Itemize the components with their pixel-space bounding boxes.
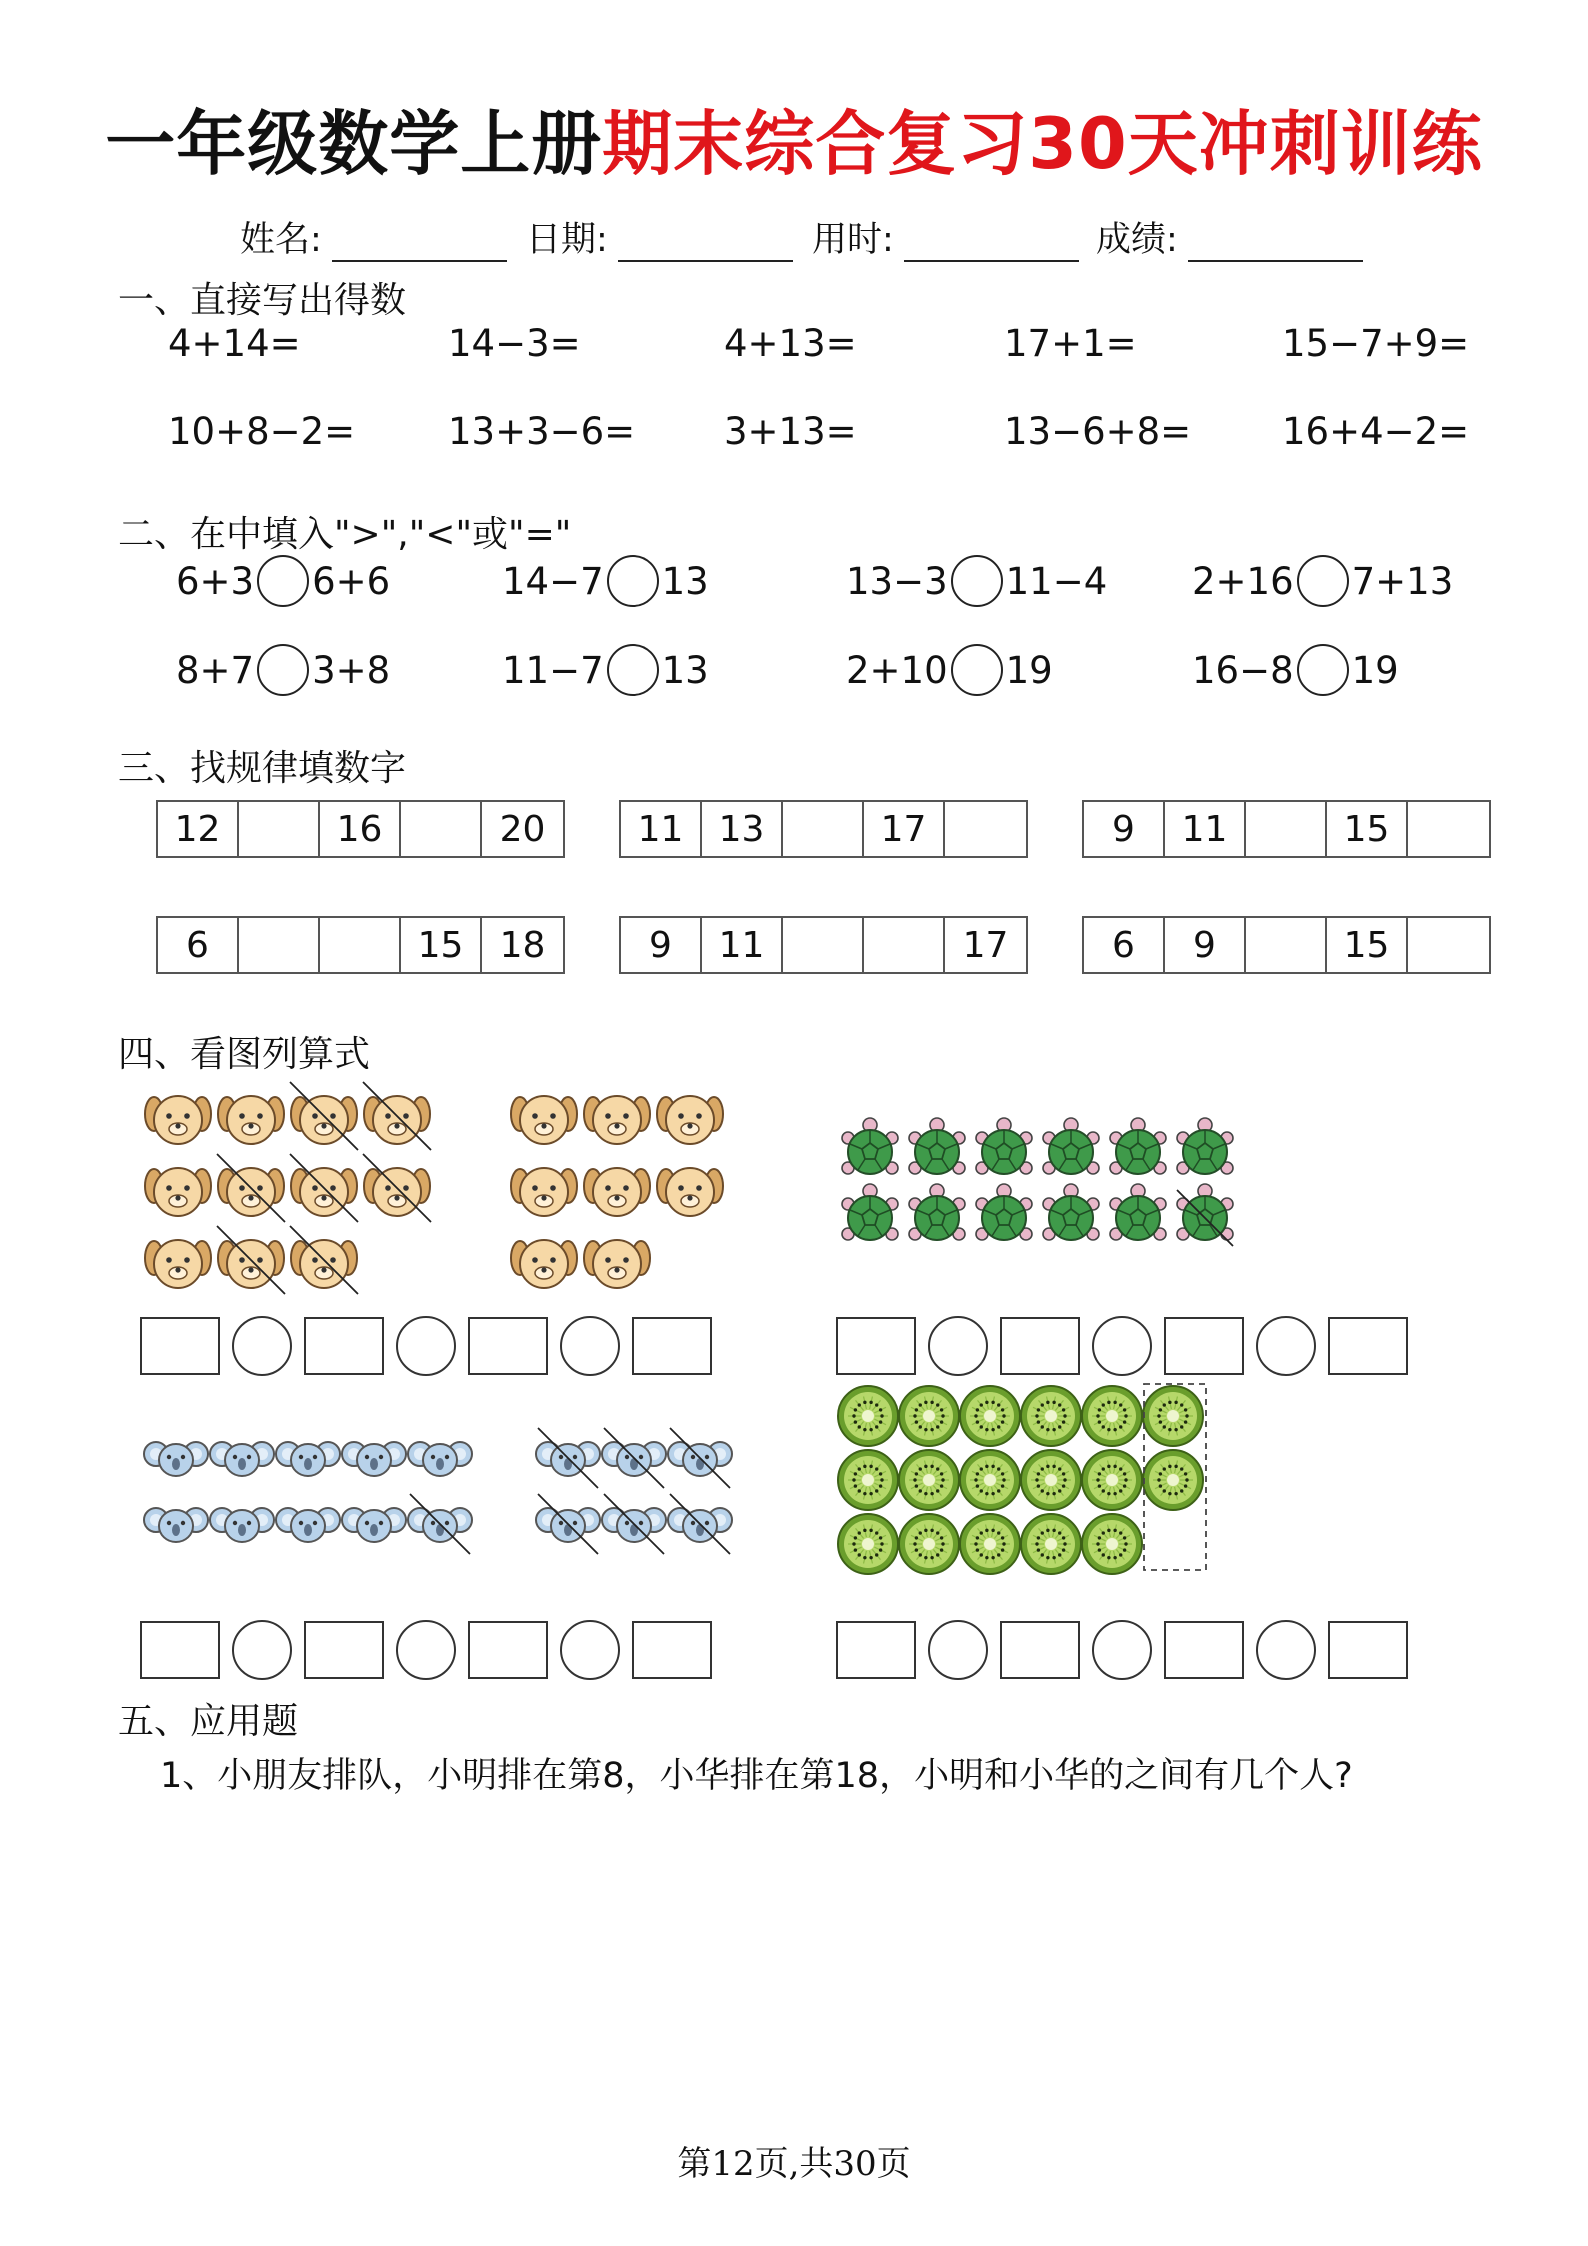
koala-icon xyxy=(536,1494,600,1554)
answer-box[interactable] xyxy=(1000,1317,1080,1375)
answer-box[interactable] xyxy=(304,1621,384,1679)
dog-icon xyxy=(290,1226,358,1294)
comparison-left: 16−8 xyxy=(1192,648,1294,692)
kiwi-icon xyxy=(1021,1514,1081,1574)
kiwi-icon xyxy=(1082,1514,1142,1574)
turtle-icon xyxy=(909,1184,965,1240)
section-5-heading: 五、应用题 xyxy=(118,1701,299,1742)
equation-item[interactable]: 4+14= xyxy=(168,322,301,365)
koala-icon xyxy=(536,1428,600,1488)
sequence-cell: 11 xyxy=(621,802,702,856)
turtle-icon xyxy=(1043,1118,1099,1174)
sequence-cell: 15 xyxy=(1327,802,1408,856)
comparison-right: 3+8 xyxy=(312,648,391,692)
answer-box[interactable] xyxy=(836,1621,916,1679)
answer-box[interactable] xyxy=(1164,1317,1244,1375)
turtle-icon xyxy=(1177,1118,1233,1174)
sequence-cell: 13 xyxy=(702,802,783,856)
comparison-left: 6+3 xyxy=(176,559,255,603)
dog-icon xyxy=(511,1168,577,1216)
sequence-cell: 9 xyxy=(1084,802,1165,856)
dog-icon xyxy=(511,1096,577,1144)
kiwi-icon xyxy=(1143,1386,1203,1446)
operator-circle[interactable] xyxy=(560,1316,620,1376)
dogs-left-picture xyxy=(142,1080,442,1290)
sequence-blank-cell[interactable] xyxy=(783,918,864,972)
koala-icon xyxy=(144,1442,208,1476)
answer-box[interactable] xyxy=(1000,1621,1080,1679)
kiwi-icon xyxy=(1082,1386,1142,1446)
kiwi-icon xyxy=(1021,1386,1081,1446)
kiwi-icon xyxy=(838,1450,898,1510)
turtle-icon xyxy=(1043,1184,1099,1240)
name-field[interactable] xyxy=(240,212,507,262)
comparison-item xyxy=(176,555,390,607)
sequence-cell: 12 xyxy=(158,802,239,856)
sequence-strip xyxy=(1082,916,1491,974)
comparison-circle[interactable] xyxy=(951,555,1003,607)
kiwi-icon xyxy=(899,1514,959,1574)
sequence-blank-cell[interactable] xyxy=(320,918,401,972)
koala-icon xyxy=(276,1442,340,1476)
comparison-circle[interactable] xyxy=(607,555,659,607)
kiwi-icon xyxy=(838,1386,898,1446)
score-blank[interactable] xyxy=(1188,224,1363,262)
answer-box[interactable] xyxy=(304,1317,384,1375)
comparison-item xyxy=(846,555,1107,607)
comparison-right: 13 xyxy=(661,648,709,692)
sequence-strip xyxy=(1082,800,1491,858)
dog-icon xyxy=(584,1240,650,1288)
koala-icon xyxy=(342,1442,406,1476)
sequence-blank-cell[interactable] xyxy=(401,802,482,856)
koala-icon xyxy=(408,1494,472,1554)
kiwi-icon xyxy=(1021,1450,1081,1510)
dog-icon xyxy=(584,1168,650,1216)
sequence-cell: 9 xyxy=(621,918,702,972)
answer-row xyxy=(140,1620,712,1680)
dog-icon xyxy=(290,1082,358,1150)
comparison-item xyxy=(846,644,1053,696)
answer-box[interactable] xyxy=(468,1317,548,1375)
comparison-circle[interactable] xyxy=(951,644,1003,696)
comparison-left: 8+7 xyxy=(176,648,255,692)
turtle-icon xyxy=(1110,1184,1166,1240)
name-label: 姓名: xyxy=(240,220,322,260)
comparison-right: 7+13 xyxy=(1351,559,1454,603)
koala-icon xyxy=(668,1494,732,1554)
section-2-heading: 二、在中填入">","<"或"=" xyxy=(118,514,572,555)
sequence-blank-cell[interactable] xyxy=(783,802,864,856)
dog-icon xyxy=(217,1226,285,1294)
answer-box[interactable] xyxy=(632,1621,712,1679)
equation-item[interactable]: 4+13= xyxy=(724,322,857,365)
sequence-cell: 15 xyxy=(1327,918,1408,972)
equation-item[interactable]: 17+1= xyxy=(1004,322,1137,365)
section-1-heading: 一、直接写出得数 xyxy=(118,280,407,321)
kiwi-icon xyxy=(960,1514,1020,1574)
sequence-cell: 20 xyxy=(499,808,546,850)
sequence-blank-cell[interactable] xyxy=(239,918,320,972)
koala-icon xyxy=(668,1428,732,1488)
kiwi-icon xyxy=(899,1450,959,1510)
dog-icon xyxy=(145,1240,211,1288)
sequence-strip xyxy=(156,916,565,974)
dog-icon xyxy=(218,1096,284,1144)
answer-box[interactable] xyxy=(140,1621,220,1679)
operator-circle[interactable] xyxy=(396,1316,456,1376)
date-blank[interactable] xyxy=(618,224,793,262)
equation-item[interactable]: 13−6+8= xyxy=(1004,410,1192,453)
operator-circle[interactable] xyxy=(1256,1316,1316,1376)
title-black: 一年级数学上册 xyxy=(105,103,603,185)
sequence-cell: 6 xyxy=(1084,918,1165,972)
dogs-right-picture xyxy=(508,1080,738,1290)
koala-icon xyxy=(408,1442,472,1476)
sequence-blank-cell[interactable] xyxy=(1408,918,1489,972)
comparison-item xyxy=(1192,555,1453,607)
comparison-left: 14−7 xyxy=(502,559,604,603)
sequence-cell: 15 xyxy=(401,918,482,972)
dog-icon xyxy=(217,1154,285,1222)
operator-circle[interactable] xyxy=(928,1316,988,1376)
name-blank[interactable] xyxy=(332,224,507,262)
sequence-cell: 9 xyxy=(1165,918,1246,972)
comparison-left: 13−3 xyxy=(846,559,948,603)
comparison-right: 19 xyxy=(1005,648,1053,692)
problem-1: 1、小朋友排队，小明排在第8，小华排在第18，小明和小华的之间有几个人? xyxy=(160,1756,1353,1796)
answer-box[interactable] xyxy=(140,1317,220,1375)
sequence-blank-cell[interactable] xyxy=(239,802,320,856)
operator-circle[interactable] xyxy=(1092,1620,1152,1680)
sequence-strip xyxy=(619,800,1028,858)
koala-icon xyxy=(276,1508,340,1542)
sequence-cell: 17 xyxy=(864,802,945,856)
answer-box[interactable] xyxy=(632,1317,712,1375)
page-footer: 第12页,共30页 xyxy=(677,2144,911,2184)
sequence-cell: 11 xyxy=(702,918,783,972)
turtle-icon xyxy=(976,1184,1032,1240)
koala-icon xyxy=(602,1428,666,1488)
date-field[interactable] xyxy=(526,212,793,262)
section-4-heading: 四、看图列算式 xyxy=(118,1034,371,1075)
turtle-icon xyxy=(842,1118,898,1174)
kiwi-icon xyxy=(1143,1450,1203,1510)
answer-box[interactable] xyxy=(836,1317,916,1375)
operator-circle[interactable] xyxy=(1092,1316,1152,1376)
koala-icon xyxy=(342,1508,406,1542)
dog-icon xyxy=(145,1096,211,1144)
dog-icon xyxy=(363,1082,431,1150)
answer-row xyxy=(140,1316,712,1376)
koala-icon xyxy=(602,1494,666,1554)
operator-circle[interactable] xyxy=(232,1316,292,1376)
equation-item[interactable]: 16+4−2= xyxy=(1282,410,1470,453)
equation-item[interactable]: 13+3−6= xyxy=(448,410,636,453)
kiwi-icon xyxy=(838,1514,898,1574)
title-red: 期末综合复习30天冲刺训练 xyxy=(602,103,1483,185)
score-field[interactable] xyxy=(1096,212,1363,262)
equation-item[interactable]: 10+8−2= xyxy=(168,410,356,453)
time-field[interactable] xyxy=(812,212,1079,262)
comparison-circle[interactable] xyxy=(257,644,309,696)
turtle-icon xyxy=(976,1118,1032,1174)
comparison-item xyxy=(176,644,390,696)
answer-row xyxy=(836,1316,1408,1376)
operator-circle[interactable] xyxy=(396,1620,456,1680)
comparison-right: 6+6 xyxy=(312,559,391,603)
comparison-right: 11−4 xyxy=(1005,559,1108,603)
time-label: 用时: xyxy=(812,220,894,260)
operator-circle[interactable] xyxy=(232,1620,292,1680)
comparison-item xyxy=(502,644,709,696)
kiwi-icon xyxy=(1082,1450,1142,1510)
comparison-circle[interactable] xyxy=(607,644,659,696)
sequence-cell: 6 xyxy=(158,918,239,972)
kiwi-icon xyxy=(899,1386,959,1446)
sequence-cell: 18 xyxy=(499,924,546,966)
sequence-cell: 16 xyxy=(320,802,401,856)
comparison-circle[interactable] xyxy=(1297,555,1349,607)
date-label: 日期: xyxy=(526,220,608,260)
sequence-cell: 17 xyxy=(962,924,1009,966)
comparison-right: 19 xyxy=(1351,648,1399,692)
sequence-blank-cell[interactable] xyxy=(864,918,945,972)
dog-icon xyxy=(584,1096,650,1144)
time-blank[interactable] xyxy=(904,224,1079,262)
comparison-item xyxy=(502,555,709,607)
equation-item[interactable]: 3+13= xyxy=(724,410,857,453)
sequence-blank-cell[interactable] xyxy=(1408,802,1489,856)
kiwi-icon xyxy=(960,1386,1020,1446)
comparison-left: 2+16 xyxy=(1192,559,1294,603)
turtle-icon xyxy=(842,1184,898,1240)
comparison-right: 13 xyxy=(661,559,709,603)
turtle-icon xyxy=(909,1118,965,1174)
koala-icon xyxy=(144,1508,208,1542)
sequence-strip xyxy=(156,800,565,858)
operator-circle[interactable] xyxy=(1256,1620,1316,1680)
answer-box[interactable] xyxy=(1328,1317,1408,1375)
dog-icon xyxy=(657,1168,723,1216)
sequence-blank-cell[interactable] xyxy=(945,802,1026,856)
dog-icon xyxy=(363,1154,431,1222)
comparison-left: 11−7 xyxy=(502,648,604,692)
sequence-blank-cell[interactable] xyxy=(1246,918,1327,972)
score-label: 成绩: xyxy=(1096,220,1178,260)
operator-circle[interactable] xyxy=(928,1620,988,1680)
answer-box[interactable] xyxy=(1164,1621,1244,1679)
operator-circle[interactable] xyxy=(560,1620,620,1680)
comparison-left: 2+10 xyxy=(846,648,948,692)
dog-icon xyxy=(511,1240,577,1288)
koalas-right-picture xyxy=(534,1420,744,1550)
sequence-cell: 11 xyxy=(1165,802,1246,856)
dog-icon xyxy=(657,1096,723,1144)
sequence-blank-cell[interactable] xyxy=(1246,802,1327,856)
comparison-item xyxy=(1192,644,1399,696)
turtle-icon xyxy=(1110,1118,1166,1174)
kiwis-picture xyxy=(836,1384,1216,1580)
answer-row xyxy=(836,1620,1408,1680)
section-3-heading: 三、找规律填数字 xyxy=(118,748,407,789)
dog-icon xyxy=(145,1168,211,1216)
answer-box[interactable] xyxy=(468,1621,548,1679)
koalas-left-picture xyxy=(142,1420,482,1550)
comparison-circle[interactable] xyxy=(257,555,309,607)
dog-icon xyxy=(290,1154,358,1222)
page-title xyxy=(0,88,1588,189)
kiwi-icon xyxy=(960,1450,1020,1510)
koala-icon xyxy=(210,1508,274,1542)
turtle-icon xyxy=(1177,1184,1233,1246)
koala-icon xyxy=(210,1442,274,1476)
turtles-picture xyxy=(838,1118,1238,1258)
answer-box[interactable] xyxy=(1328,1621,1408,1679)
sequence-strip xyxy=(619,916,1028,974)
equation-item[interactable]: 15−7+9= xyxy=(1282,322,1470,365)
comparison-circle[interactable] xyxy=(1297,644,1349,696)
equation-item[interactable]: 14−3= xyxy=(448,322,581,365)
